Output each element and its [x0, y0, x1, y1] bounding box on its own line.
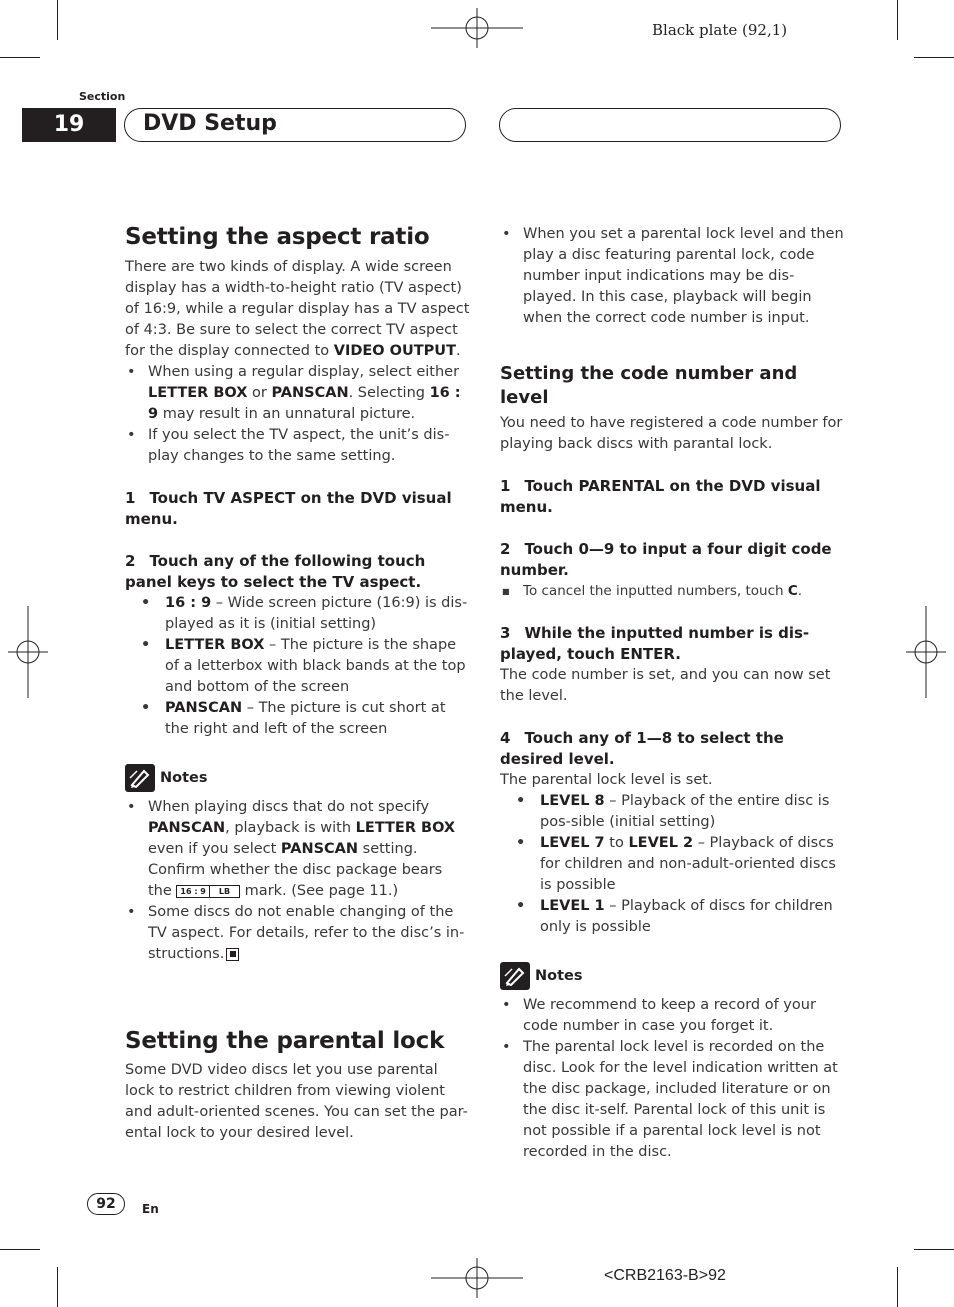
- right-column: [500, 224, 845, 1163]
- registration-mark-icon: [906, 606, 946, 698]
- aspect-step-2: 2 Touch any of the following touch panel keys to select the TV aspect.: [125, 552, 426, 591]
- left-column: [125, 222, 470, 965]
- top-bullets: [500, 224, 845, 329]
- step-3-text: The code number is set, and you can now set the level.: [500, 667, 831, 704]
- list-item: • When you set a parental lock level and then play a disc featuring parental lock, code number input indications may be dis-played. In this case, playback will begin when the correct code number is input.: [500, 224, 845, 329]
- section-title-box: [124, 108, 466, 142]
- crop-mark: [897, 1267, 898, 1307]
- registration-mark-icon: [8, 606, 48, 698]
- notes-icon: [500, 962, 530, 990]
- aspect-bullets: [125, 362, 470, 467]
- code-step-3: 3 While the inputted number is dis-played, touch ENTER.: [500, 624, 810, 663]
- parental-section: [125, 1026, 470, 1144]
- list-item: • LEVEL 8 – Playback of the entire disc is pos-sible (initial setting): [500, 791, 845, 833]
- list-item: • Some discs do not enable changing of the TV aspect. For details, refer to the disc’s in-structions.: [125, 902, 470, 965]
- section-label: Section: [79, 90, 126, 103]
- list-item: • LETTER BOX – The picture is the shape of a letterbox with black bands at the top and bottom of the screen: [125, 635, 470, 698]
- notes-header: Notes: [500, 962, 845, 990]
- code-step-1: 1 Touch PARENTAL on the DVD visual menu.: [500, 477, 821, 516]
- crop-mark: [0, 57, 40, 58]
- registration-mark-icon: [431, 1258, 523, 1298]
- section-number: 19: [22, 108, 116, 142]
- registration-mark-icon: [431, 8, 523, 48]
- list-item: • PANSCAN – The picture is cut short at the right and left of the screen: [125, 698, 470, 740]
- crop-mark: [914, 1249, 954, 1250]
- aspect-intro: There are two kinds of display. A wide screen display has a width-to-height ratio (TV aspect) of 16:9, while a regular display has a TV aspect of 4:3. Be sure to select the correct TV aspect for the display connected to VIDEO OUTPUT.: [125, 259, 470, 359]
- crop-mark: [897, 0, 898, 40]
- list-item: • When playing discs that do not specify PANSCAN, playback is with LETTER BOX even if you select PANSCAN setting. Confirm whether the disc package bears the 16 : 9 LB mark. (See page 11.): [125, 797, 470, 902]
- notes-icon: [125, 764, 155, 792]
- code-heading: Setting the code number and level: [500, 363, 798, 408]
- language-code: En: [142, 1202, 159, 1216]
- list-item: • If you select the TV aspect, the unit’s dis-play changes to the same setting.: [125, 425, 470, 467]
- page-number: 92: [87, 1193, 125, 1215]
- step-2-notes: [500, 581, 845, 602]
- crop-mark: [914, 57, 954, 58]
- code-intro: You need to have registered a code number for playing back discs with parantal lock.: [500, 415, 843, 452]
- notes-header: Notes: [125, 764, 470, 792]
- list-item: • We recommend to keep a record of your code number in case you forget it.: [500, 995, 845, 1037]
- aspect-heading: Setting the aspect ratio: [125, 224, 430, 250]
- list-item: • The parental lock level is recorded on the disc. Look for the level indication written at the disc package, included literature or on the disc it-self. Parental lock of this unit is not possible if a parental lock level is not recorded in the disc.: [500, 1037, 845, 1163]
- notes-list: [125, 797, 470, 965]
- list-item: • LEVEL 7 to LEVEL 2 – Playback of discs for children and non-adult-oriented discs is possible: [500, 833, 845, 896]
- parental-heading: Setting the parental lock: [125, 1028, 445, 1054]
- crop-mark: [0, 1249, 40, 1250]
- document-code: <CRB2163-B>92: [604, 1267, 726, 1284]
- plate-label: Black plate (92,1): [652, 21, 788, 39]
- level-options: [500, 791, 845, 938]
- list-item: • When using a regular display, select either LETTER BOX or PANSCAN. Selecting 16 : 9 may result in an unnatural picture.: [125, 362, 470, 425]
- list-item: ■ To cancel the inputted numbers, touch C.: [500, 581, 845, 602]
- aspect-options: [125, 593, 470, 740]
- section-empty-box: [499, 108, 841, 142]
- disc-mark: 16 : 9 LB: [176, 885, 240, 898]
- crop-mark: [57, 0, 58, 40]
- code-step-2: 2 Touch 0—9 to input a four digit code number.: [500, 540, 832, 579]
- step-4-text: The parental lock level is set.: [500, 772, 713, 788]
- notes-list: [500, 995, 845, 1163]
- list-item: • LEVEL 1 – Playback of discs for children only is possible: [500, 896, 845, 938]
- section-title: DVD Setup: [143, 111, 277, 136]
- code-step-4: 4 Touch any of 1—8 to select the desired level.: [500, 729, 784, 768]
- stop-icon: [226, 948, 239, 961]
- crop-mark: [57, 1267, 58, 1307]
- list-item: • 16 : 9 – Wide screen picture (16:9) is dis-played as it is (initial setting): [125, 593, 470, 635]
- parental-body: Some DVD video discs let you use parental lock to restrict children from viewing violent and adult-oriented scenes. You can set the par-ental lock to your desired level.: [125, 1062, 468, 1141]
- aspect-step-1: 1 Touch TV ASPECT on the DVD visual menu.: [125, 489, 452, 528]
